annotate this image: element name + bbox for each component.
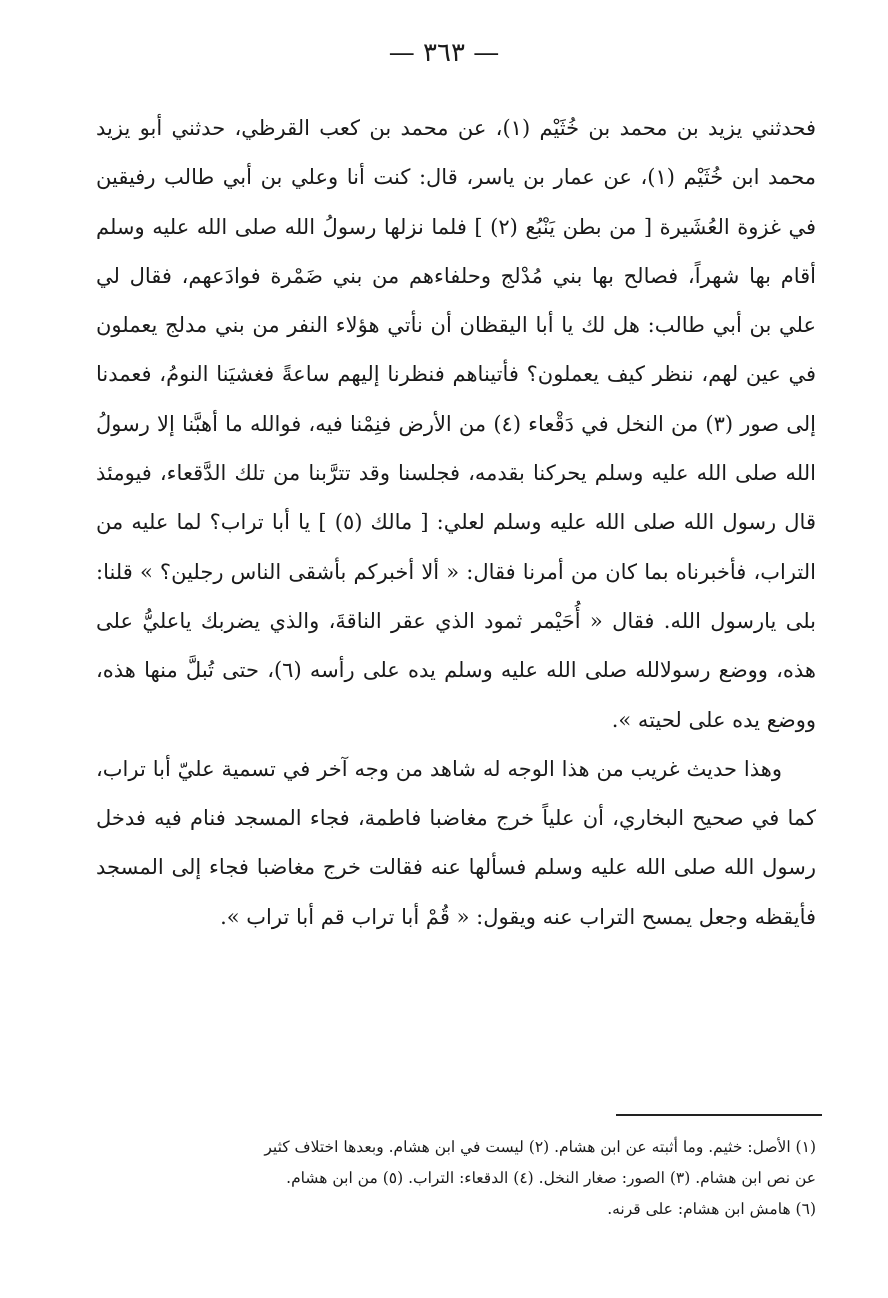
main-text [96, 104, 816, 942]
footnote-line: عن نص ابن هشام. (٣) الصور: صغار النخل. (٤) الدقعاء: التراب. (٥) من ابن هشام. [286, 1169, 816, 1187]
footnote-line: (٦) هامش ابن هشام: على قرنه. [607, 1200, 816, 1218]
footnotes [96, 1132, 816, 1225]
footnote-line: (١) الأصل: خثيم. وما أثبته عن ابن هشام. (٢) ليست في ابن هشام. وبعدها اختلاف كثير [264, 1138, 816, 1156]
footnote-divider [616, 1114, 822, 1116]
page-number: — ٣٦٣ — [388, 38, 500, 68]
paragraph: وهذا حديث غريب من هذا الوجه له شاهد من وجه آخر في تسمية عليّ أبا تراب، كما في صحيح البخاري، أن علياً خرج مغاضبا فاطمة، فجاء المسجد فنام فيه فدخل رسول الله صلى الله عليه وسلم فسألها عنه فقالت خرج مغاضبا فجاء إلى المسجد فأيقظه وجعل يمسح التراب عنه ويقول: « قُمْ أبا تراب قم أبا تراب ». [96, 756, 816, 929]
paragraph: فحدثني يزيد بن محمد بن خُثَيْم (١)، عن محمد بن كعب القرظي، حدثني أبو يزيد محمد ابن خُثَيْم (١)، عن عمار بن ياسر، قال: كنت أنا وعلي بن أبي طالب رفيقين في غزوة العُشَيرة [ من بطن يَنْبُع (٢) ] فلما نزلها رسولُ الله صلى الله عليه وسلم أقام بها شهراً، فصالح بها بني مُدْلج وحلفاءهم من بني ضَمْرة فوادَعهم، فقال لي علي بن أبي طالب: هل لك يا أبا اليقظان أن نأتي هؤلاء النفر من بني مدلج يعملون في عين لهم، ننظر كيف يعملون؟ فأتيناهم فنظرنا إليهم ساعةً فغشيَنا النومُ، فعمدنا إلى صور (٣) من النخل في دَقْعاء (٤) من الأرض فنِمْنا فيه، فوالله ما أهبَّنا إلا رسولُ الله صلى الله عليه وسلم يحركنا بقدمه، فجلسنا وقد تترَّبنا من تلك الدَّقعاء، فيومئذ قال رسول الله صلى الله عليه وسلم لعلي: [ مالك (٥) ] يا أبا تراب؟ لما عليه من التراب، فأخبرناه بما كان من أمرنا فقال: « ألا أخبركم بأشقى الناس رجلين؟ » قلنا: بلى يارسول الله. فقال « أُحَيْمر ثمود الذي عقر الناقةَ، والذي يضربك ياعليُّ على هذه، ووضع رسولالله صلى الله عليه وسلم يده على رأسه (٦)، حتى تُبلَّ منها هذه، ووضع يده على لحيته ». [96, 116, 817, 732]
